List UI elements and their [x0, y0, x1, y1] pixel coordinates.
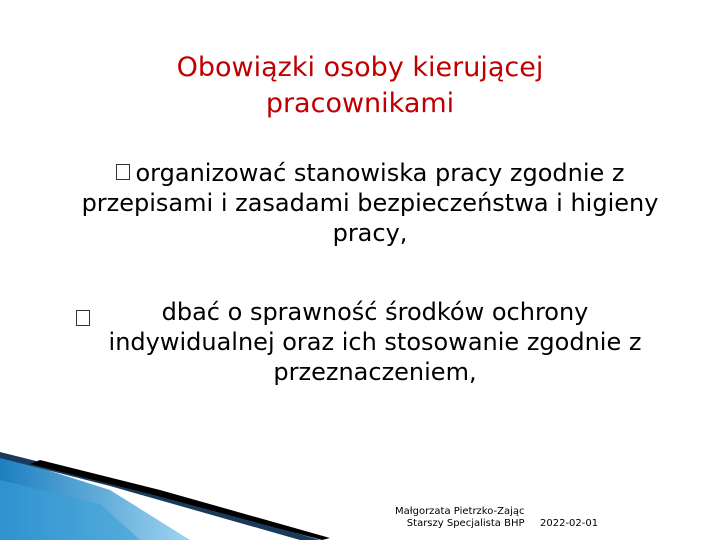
footer-role: Starszy Specjalista BHP — [406, 518, 525, 529]
bullet-item — [75, 297, 675, 387]
footer-date: 2022-02-01 — [540, 518, 599, 529]
decorative-wave — [0, 420, 720, 540]
footer-author: Małgorzata Pietrzko-Zając — [395, 506, 525, 517]
checkbox-bullet-icon — [116, 164, 130, 180]
footer — [395, 506, 599, 530]
bullet-text: organizować stanowiska pracy zgodnie z przepisami i zasadami bezpieczeństwa i higieny pracy, — [81, 159, 659, 247]
bullet-text: dbać o sprawność środków ochrony indywidualnej oraz ich stosowanie zgodnie z przeznaczeniem, — [108, 298, 642, 386]
bullet-item — [75, 158, 665, 248]
slide-title: Obowiązki osoby kierującej pracownikami — [176, 52, 544, 119]
